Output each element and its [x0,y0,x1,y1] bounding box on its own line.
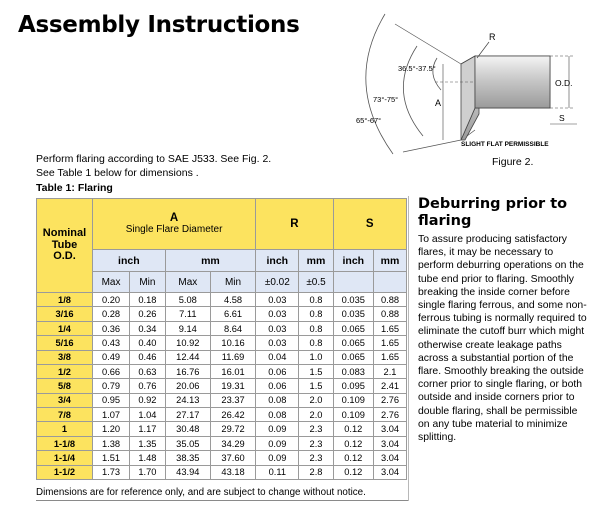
table-cell: 0.11 [256,465,299,479]
table-cell: 8.64 [210,321,255,335]
table-cell: 24.13 [165,393,210,407]
table-cell: 0.8 [299,293,333,307]
table-cell: 0.04 [256,350,299,364]
s-label: S [559,113,565,123]
table-cell: 0.09 [256,436,299,450]
angle1-label: 36.5°-37.5° [398,64,436,73]
table-cell: 10.92 [165,336,210,350]
angle-arc-outer [366,14,393,154]
s-inch-blank [333,272,374,293]
table-cell: 23.37 [210,393,255,407]
s-inch-header: inch [333,249,374,271]
table-cell: 5.08 [165,293,210,307]
table-cell: 0.76 [130,379,166,393]
table-cell: 0.109 [333,408,374,422]
a-inch-max-header: Max [93,272,130,293]
table-cell: 2.3 [299,422,333,436]
table-cell: 0.88 [374,307,407,321]
table-row [37,321,407,335]
s-mm-header: mm [374,249,407,271]
s-mm-blank [374,272,407,293]
table-cell: 2.41 [374,379,407,393]
angle2-label: 73°-75° [373,95,399,104]
table-cell: 0.08 [256,393,299,407]
table-cell: 0.20 [93,293,130,307]
table-cell: 0.03 [256,336,299,350]
table-cell: 0.49 [93,350,130,364]
angle3-label: 65°-67° [356,116,382,125]
column-divider [408,196,409,501]
deburring-title: Deburring prior to flaring [418,196,568,229]
table-cell: 0.26 [130,307,166,321]
r-label: R [489,32,496,42]
a-header-subtitle: Single Flare Diameter [125,224,223,236]
row-size-cell: 7/8 [37,408,93,422]
table-cell: 43.18 [210,465,255,479]
table-cell: 2.76 [374,408,407,422]
flat-note: SLIGHT FLAT PERMISSIBLE [461,141,549,148]
footer-rule [36,500,408,501]
table-cell: 43.94 [165,465,210,479]
table-cell: 0.36 [93,321,130,335]
row-size-cell: 1 [37,422,93,436]
row-size-cell: 1/8 [37,293,93,307]
r-inch-tol-header: ±0.02 [256,272,299,293]
table-cell: 0.92 [130,393,166,407]
table-cell: 0.035 [333,307,374,321]
flare-diagram [355,6,595,156]
a-inch-min-header: Min [130,272,166,293]
table-cell: 9.14 [165,321,210,335]
table-cell: 0.065 [333,321,374,335]
r-mm-header: mm [299,249,333,271]
nominal-header-line: O.D. [53,250,76,263]
table-row [37,307,407,321]
table-cell: 0.083 [333,364,374,378]
row-size-cell: 1/4 [37,321,93,335]
table-cell: 0.8 [299,321,333,335]
table-cell: 0.09 [256,451,299,465]
intro-text [36,152,271,180]
table-cell: 0.88 [374,293,407,307]
table-cell: 26.42 [210,408,255,422]
table-cell: 3.04 [374,436,407,450]
table-cell: 4.58 [210,293,255,307]
table-cell: 10.16 [210,336,255,350]
table-body [37,293,407,480]
table-cell: 0.08 [256,408,299,422]
table-cell: 0.06 [256,364,299,378]
table-cell: 3.04 [374,451,407,465]
table-cell: 0.109 [333,393,374,407]
table-row [37,379,407,393]
table-cell: 0.79 [93,379,130,393]
page-title: Assembly Instructions [18,12,300,38]
row-size-cell: 1/2 [37,364,93,378]
table-cell: 0.63 [130,364,166,378]
table-cell: 3.04 [374,422,407,436]
angle-arc-inner [433,58,441,90]
table-cell: 6.61 [210,307,255,321]
table-cell: 2.0 [299,393,333,407]
table-cell: 0.03 [256,307,299,321]
table-cell: 0.46 [130,350,166,364]
table-cell: 0.12 [333,465,374,479]
header-row-1 [37,199,407,250]
flaring-table [36,198,407,480]
row-size-cell: 3/16 [37,307,93,321]
s-header: S [333,199,406,250]
intro-line-1: Perform flaring according to SAE J533. See Fig. 2. [36,153,272,165]
table-cell: 30.48 [165,422,210,436]
table-cell: 1.20 [93,422,130,436]
table-cell: 0.065 [333,336,374,350]
table-cell: 12.44 [165,350,210,364]
nominal-header-line: Tube [51,238,78,251]
table-cell: 2.1 [374,364,407,378]
header-row-2 [37,249,407,271]
table-cell: 1.73 [93,465,130,479]
a-mm-header: mm [165,249,255,271]
table-cell: 0.035 [333,293,374,307]
table-cell: 3.04 [374,465,407,479]
table-cell: 1.51 [93,451,130,465]
angle-arc-middle [403,46,423,136]
r-header: R [256,199,333,250]
table-cell: 2.8 [299,465,333,479]
intro-line-2: See Table 1 below for dimensions . [36,167,199,179]
table-cell: 19.31 [210,379,255,393]
table-cell: 0.03 [256,293,299,307]
od-label: O.D. [555,78,573,88]
tube-body [475,56,550,108]
table-cell: 1.38 [93,436,130,450]
table-cell: 11.69 [210,350,255,364]
row-size-cell: 3/4 [37,393,93,407]
table-cell: 0.28 [93,307,130,321]
table-cell: 16.01 [210,364,255,378]
a-label: A [435,98,442,108]
nominal-header [37,199,93,293]
a-mm-min-header: Min [210,272,255,293]
table-cell: 0.95 [93,393,130,407]
table-cell: 1.65 [374,336,407,350]
row-size-cell: 1-1/4 [37,451,93,465]
a-inch-header: inch [93,249,166,271]
table-cell: 1.5 [299,364,333,378]
table-cell: 34.29 [210,436,255,450]
row-size-cell: 5/16 [37,336,93,350]
row-size-cell: 1-1/8 [37,436,93,450]
row-size-cell: 1-1/2 [37,465,93,479]
header-row-3 [37,272,407,293]
table-cell: 0.12 [333,451,374,465]
a-header [93,199,256,250]
table-row [37,422,407,436]
a-mm-max-header: Max [165,272,210,293]
table-cell: 1.48 [130,451,166,465]
table-cell: 0.8 [299,307,333,321]
deburring-body: To assure producing satisfactory flares, it may be necessary to perform deburring operations on the tube end prior to flaring. Smoothly breaking the inside corner before single flaring ferrous, and some non-ferrous tubing is normally required to eliminate the cutoff burr which might otherwise create leakage paths across a substantial portion of the flare. Smoothly breaking the outside corner prior to single flaring, or both outside and inside corners prior to double flaring, shall be permissible on any tube material to minimize splitting. [418,234,587,444]
deburring-section [418,196,590,444]
table-cell: 1.70 [130,465,166,479]
table-cell: 1.35 [130,436,166,450]
row-size-cell: 3/8 [37,350,93,364]
table-cell: 0.66 [93,364,130,378]
table-row [37,364,407,378]
table-cell: 0.8 [299,336,333,350]
table-cell: 1.65 [374,350,407,364]
table-cell: 37.60 [210,451,255,465]
table-cell: 0.06 [256,379,299,393]
table-cell: 2.3 [299,451,333,465]
table-cell: 1.5 [299,379,333,393]
table-cell: 0.12 [333,436,374,450]
table-cell: 38.35 [165,451,210,465]
table-cell: 27.17 [165,408,210,422]
table-cell: 1.07 [93,408,130,422]
table-cell: 0.065 [333,350,374,364]
table-row [37,451,407,465]
table-cell: 2.3 [299,436,333,450]
table-cell: 20.06 [165,379,210,393]
table-cell: 1.0 [299,350,333,364]
table-row [37,393,407,407]
table-cell: 16.76 [165,364,210,378]
table-cell: 0.18 [130,293,166,307]
table-row [37,350,407,364]
table-cell: 1.65 [374,321,407,335]
table-cell: 0.095 [333,379,374,393]
table-cell: 0.43 [93,336,130,350]
table-cell: 2.0 [299,408,333,422]
table-row [37,436,407,450]
table-cell: 1.17 [130,422,166,436]
table-row [37,293,407,307]
table-row [37,408,407,422]
r-mm-tol-header: ±0.5 [299,272,333,293]
footnote: Dimensions are for reference only, and are subject to change without notice. [36,487,366,498]
table-cell: 35.05 [165,436,210,450]
table-cell: 0.12 [333,422,374,436]
table-cell: 1.04 [130,408,166,422]
table-row [37,465,407,479]
table-caption: Table 1: Flaring [36,182,113,194]
a-header-title: A [169,212,179,225]
row-size-cell: 5/8 [37,379,93,393]
table-cell: 0.09 [256,422,299,436]
table-cell: 0.34 [130,321,166,335]
table-cell: 29.72 [210,422,255,436]
table-cell: 7.11 [165,307,210,321]
table-cell: 0.03 [256,321,299,335]
nominal-header-line: Nominal [42,227,87,240]
figure-caption: Figure 2. [492,156,534,168]
table-cell: 0.40 [130,336,166,350]
r-inch-header: inch [256,249,299,271]
table-row [37,336,407,350]
table-cell: 2.76 [374,393,407,407]
